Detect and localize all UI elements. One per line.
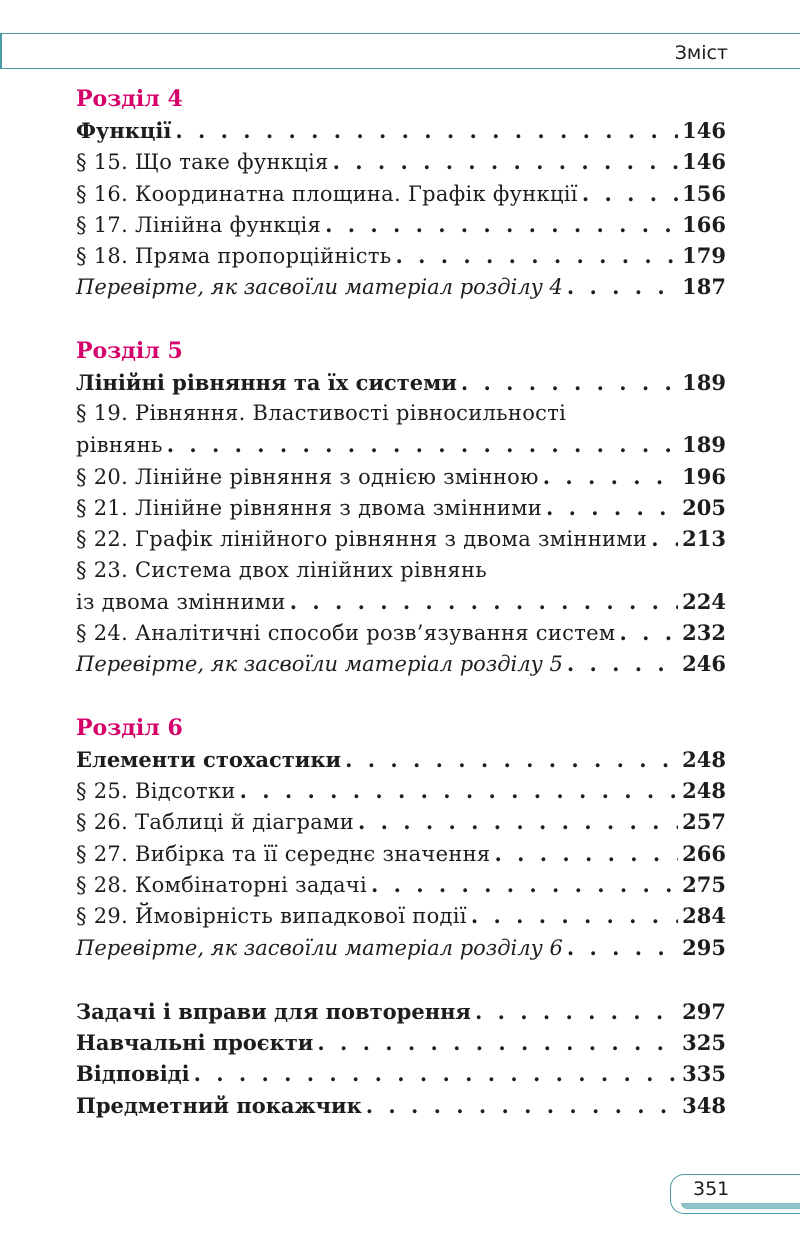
entry-title: § 29. Ймовірність випадкової події	[76, 904, 467, 929]
entry-title: Лінійні рівняння та їх системи	[76, 369, 457, 395]
dot-leader	[546, 492, 678, 523]
entry-title-line1: § 23. Система двох лінійних рівнянь	[76, 557, 487, 582]
entry-page: 189	[682, 432, 726, 458]
entry-title: § 16. Координатна площина. Графік функції	[76, 181, 578, 206]
toc-appendix-entry[interactable]	[76, 1027, 726, 1058]
entry-page: 166	[682, 211, 726, 237]
entry-title: Елементи стохастики	[76, 746, 342, 772]
entry-title: § 18. Пряма пропорційність	[76, 244, 392, 269]
entry-page: 146	[682, 118, 726, 143]
toc-entry[interactable]	[76, 492, 726, 523]
entry-title: § 24. Аналітичні способи розв’язування систем	[76, 621, 616, 646]
entry-title: § 20. Лінійне рівняння з однією змінною	[76, 464, 539, 489]
toc-entry[interactable]	[76, 429, 726, 460]
dot-leader	[167, 429, 678, 460]
entry-page: 348	[682, 1092, 726, 1118]
dot-leader	[567, 648, 678, 679]
toc-entry[interactable]	[76, 617, 726, 648]
dot-leader	[333, 146, 679, 177]
section-label: Розділ 6	[76, 714, 183, 741]
entry-page: 232	[682, 620, 726, 646]
entry-page: 246	[682, 651, 726, 677]
toc-check-entry[interactable]	[76, 932, 726, 963]
toc-appendix-entry[interactable]	[76, 1090, 726, 1121]
dot-leader	[240, 775, 678, 806]
entry-title: Предметний покажчик	[76, 1092, 362, 1118]
entry-page: 266	[682, 840, 726, 866]
toc-entry[interactable]	[76, 900, 726, 931]
entry-title: § 15. Що таке функція	[76, 150, 329, 175]
entry-title: § 25. Відсотки	[76, 779, 236, 804]
entry-page: 187	[682, 274, 726, 300]
section-5	[76, 336, 726, 680]
dot-leader	[317, 1027, 678, 1058]
entry-title: рівнянь	[76, 433, 163, 458]
section-label: Розділ 4	[76, 86, 183, 112]
entry-page: 284	[682, 903, 726, 929]
toc-appendix-entry[interactable]	[76, 996, 726, 1027]
dot-leader	[371, 869, 678, 900]
entry-page: 335	[682, 1061, 726, 1087]
toc-appendix-entry[interactable]	[76, 1058, 726, 1089]
entry-page: 196	[682, 463, 726, 489]
toc-entry[interactable]	[76, 775, 726, 806]
entry-page: 275	[682, 871, 726, 897]
toc-entry[interactable]	[76, 209, 726, 240]
entry-page: 179	[682, 243, 726, 269]
entry-page: 189	[682, 369, 726, 395]
toc-chapter-title[interactable]	[76, 744, 726, 775]
entry-title: Відповіді	[76, 1061, 190, 1087]
appendix	[76, 996, 726, 1121]
toc-entry[interactable]	[76, 586, 726, 617]
toc-check-entry[interactable]	[76, 271, 726, 302]
toc-entry[interactable]	[76, 178, 726, 209]
section-6	[76, 713, 726, 963]
toc-entry[interactable]	[76, 838, 726, 869]
page-title: Зміст	[674, 42, 728, 64]
entry-title: Перевірте, як засвоїли матеріал розділу 6	[76, 935, 563, 960]
toc-chapter-title[interactable]	[76, 115, 726, 146]
dot-leader	[290, 586, 678, 617]
dot-leader	[358, 806, 678, 837]
entry-title: Навчальні проєкти	[76, 1030, 314, 1056]
toc-entry[interactable]	[76, 146, 726, 177]
entry-title: § 27. Вибірка та її середнє значення	[76, 841, 491, 866]
entry-title: Задачі і вправи для повторення	[76, 998, 471, 1024]
entry-page: 248	[682, 746, 726, 772]
entry-page: 257	[682, 809, 726, 835]
entry-title: § 22. Графік лінійного рівняння з двома змінними	[76, 527, 648, 552]
entry-title: Перевірте, як засвоїли матеріал розділу 4	[76, 275, 563, 300]
dot-leader	[194, 1058, 679, 1089]
entry-title: Перевірте, як засвоїли матеріал розділу 5	[76, 652, 563, 677]
entry-page: 205	[682, 494, 726, 520]
entry-title: § 26. Таблиці й діаграми	[76, 810, 354, 835]
page-number: 351	[693, 1178, 730, 1200]
entry-title: § 17. Лінійна функція	[76, 212, 322, 237]
entry-page: 248	[682, 778, 726, 804]
toc-chapter-title[interactable]	[76, 367, 726, 398]
entry-title-line1: § 19. Рівняння. Властивості рівносильності	[76, 401, 567, 426]
dot-leader	[494, 838, 678, 869]
dot-leader	[567, 932, 678, 963]
entry-title: із двома змінними	[76, 589, 286, 614]
entry-title: § 28. Комбінаторні задачі	[76, 872, 367, 897]
entry-page: 213	[682, 526, 726, 552]
dot-leader	[471, 900, 678, 931]
dot-leader	[366, 1090, 678, 1121]
entry-page: 224	[682, 588, 726, 614]
toc-entry[interactable]	[76, 869, 726, 900]
section-4	[76, 84, 726, 303]
dot-leader	[325, 209, 678, 240]
entry-page: 295	[682, 934, 726, 960]
dot-leader	[582, 178, 678, 209]
dot-leader	[619, 617, 678, 648]
table-of-contents	[76, 84, 726, 1154]
entry-page: 297	[682, 998, 726, 1024]
dot-leader	[651, 523, 678, 554]
toc-entry[interactable]	[76, 523, 726, 554]
page-number-tab	[670, 1174, 800, 1214]
section-label: Розділ 5	[76, 337, 183, 364]
toc-entry[interactable]	[76, 461, 726, 492]
dot-leader	[175, 115, 678, 146]
toc-entry[interactable]	[76, 240, 726, 271]
entry-page: 146	[682, 149, 726, 175]
entry-page: 325	[682, 1030, 726, 1056]
entry-page: 156	[682, 180, 726, 206]
dot-leader	[461, 367, 678, 398]
entry-title: § 21. Лінійне рівняння з двома змінними	[76, 495, 543, 520]
dot-leader	[475, 996, 678, 1027]
toc-check-entry[interactable]	[76, 648, 726, 679]
dot-leader	[396, 240, 679, 271]
dot-leader	[543, 461, 678, 492]
toc-entry[interactable]	[76, 806, 726, 837]
dot-leader	[345, 744, 678, 775]
dot-leader	[567, 271, 678, 302]
entry-title: Функції	[76, 118, 172, 143]
